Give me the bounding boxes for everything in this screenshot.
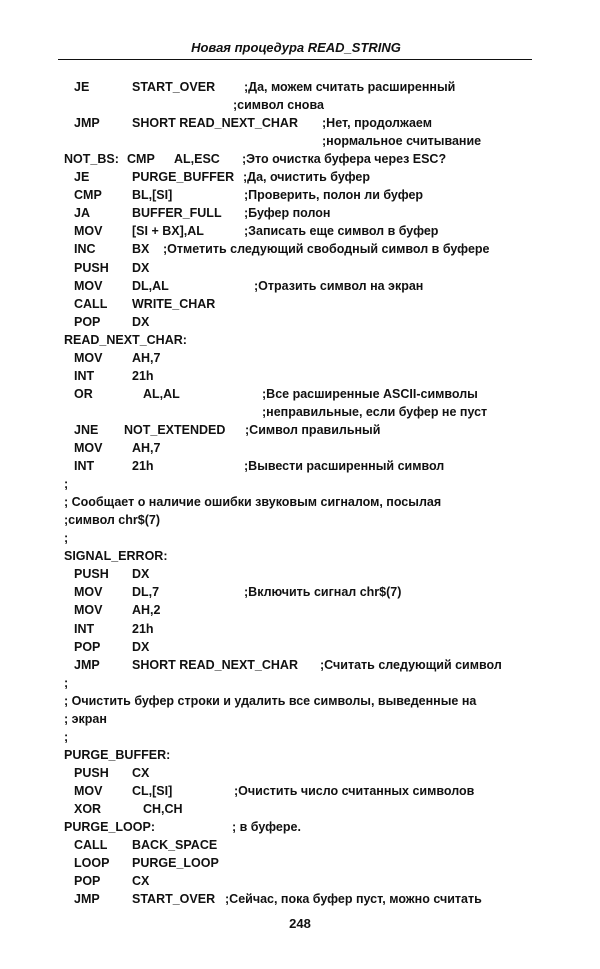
- code-line: [0, 674, 600, 692]
- code-comment: ;неправильные, если буфер не пуст: [262, 404, 488, 419]
- code-line: [0, 186, 600, 204]
- code-mnemonic: INT: [74, 368, 95, 383]
- code-comment: ;Да, очистить буфер: [243, 170, 370, 185]
- code-operand: 21h: [132, 368, 154, 383]
- code-label: ; экран: [64, 711, 107, 726]
- code-operand: DL,7: [132, 585, 160, 600]
- code-line: [0, 421, 600, 439]
- code-operand: AL,ESC: [174, 152, 220, 167]
- code-operand: CH,CH: [143, 802, 183, 816]
- code-mnemonic: CMP: [74, 188, 102, 203]
- code-mnemonic: POP: [74, 874, 101, 889]
- code-label: READ_NEXT_CHAR:: [64, 332, 187, 347]
- code-operand: AL,AL: [143, 386, 180, 401]
- code-mnemonic: JE: [74, 80, 90, 94]
- code-line: [0, 367, 600, 385]
- code-line: [0, 457, 600, 475]
- code-operand: AH,7: [132, 350, 161, 365]
- code-line: [0, 222, 600, 240]
- code-operand: CX: [132, 874, 150, 889]
- code-operand: BUFFER_FULL: [132, 206, 222, 221]
- code-line: [0, 313, 600, 331]
- code-line: [0, 710, 600, 728]
- code-line: [0, 132, 600, 150]
- code-operand: START_OVER: [132, 892, 216, 907]
- code-mnemonic: MOV: [74, 603, 103, 618]
- code-line: [0, 656, 600, 674]
- code-mnemonic: MOV: [74, 441, 103, 455]
- code-operand: DX: [132, 567, 150, 582]
- code-line: [0, 529, 600, 547]
- code-label: PURGE_LOOP:: [64, 820, 155, 835]
- code-comment: ;Записать еще символ в буфер: [244, 224, 439, 239]
- code-mnemonic: CALL: [74, 838, 108, 853]
- code-mnemonic: JMP: [74, 116, 100, 131]
- code-operand: SHORT READ_NEXT_CHAR: [132, 116, 298, 131]
- code-line: [0, 746, 600, 764]
- code-mnemonic: POP: [74, 314, 101, 329]
- code-line: [0, 601, 600, 619]
- code-operand: PURGE_LOOP: [132, 856, 219, 871]
- code-label: ;: [64, 675, 69, 690]
- code-line: [0, 620, 600, 638]
- code-mnemonic: MOV: [74, 350, 103, 365]
- code-label: ; Сообщает о наличие ошибки звуковым сигналом, посылая: [64, 495, 442, 510]
- code-line: [0, 168, 600, 186]
- code-comment: ;Очистить число считанных символов: [234, 783, 475, 798]
- code-line: [0, 764, 600, 782]
- code-line: [0, 583, 600, 601]
- code-line: [0, 277, 600, 295]
- code-line: [0, 818, 600, 836]
- code-label: ;символ chr$(7): [64, 513, 160, 528]
- code-operand: AH,7: [132, 441, 161, 455]
- code-mnemonic: PUSH: [74, 260, 109, 275]
- code-mnemonic: INC: [74, 242, 96, 257]
- code-mnemonic: OR: [74, 386, 93, 401]
- code-comment: ;Нет, продолжаем: [322, 116, 432, 131]
- code-mnemonic: JNE: [74, 422, 99, 437]
- code-mnemonic: INT: [74, 621, 95, 636]
- code-operand: CX: [132, 765, 150, 780]
- code-label: NOT_BS:: [64, 152, 119, 167]
- code-operand: AH,2: [132, 603, 161, 618]
- code-line: [0, 403, 600, 421]
- code-line: [0, 96, 600, 114]
- code-label: ; Очистить буфер строки и удалить все символы, выведенные на: [64, 693, 477, 708]
- code-comment: ;Да, можем считать расширенный: [244, 80, 456, 94]
- code-operand: NOT_EXTENDED: [124, 422, 226, 437]
- code-line: [0, 331, 600, 349]
- code-operand: DX: [132, 260, 150, 275]
- code-comment: ;нормальное считывание: [322, 134, 482, 149]
- code-mnemonic: PUSH: [74, 567, 109, 582]
- running-header: Новая процедура READ_STRING: [191, 40, 401, 55]
- code-operand: 21h: [132, 459, 154, 474]
- code-label: PURGE_BUFFER:: [64, 747, 171, 762]
- code-comment: ;Проверить, полон ли буфер: [244, 188, 424, 203]
- code-operand: PURGE_BUFFER: [132, 170, 235, 185]
- code-label: ;: [64, 729, 69, 744]
- code-mnemonic: JE: [74, 170, 90, 185]
- code-line: [0, 782, 600, 800]
- code-line: [0, 638, 600, 656]
- header-rule: [58, 59, 532, 60]
- code-comment: ;Все расширенные ASCII-символы: [262, 386, 478, 401]
- code-line: [0, 150, 600, 168]
- code-line: [0, 259, 600, 277]
- code-operand: BACK_SPACE: [132, 838, 218, 853]
- code-operand: WRITE_CHAR: [132, 296, 216, 311]
- code-operand: DX: [132, 639, 150, 654]
- code-operand: 21h: [132, 621, 154, 636]
- code-comment: ;Отметить следующий свободный символ в буфере: [163, 242, 490, 257]
- code-mnemonic: CMP: [127, 152, 155, 167]
- code-comment: ;Считать следующий символ: [320, 657, 502, 672]
- code-mnemonic: MOV: [74, 783, 103, 798]
- code-mnemonic: XOR: [74, 802, 102, 816]
- code-line: [0, 204, 600, 222]
- code-line: [0, 565, 600, 583]
- code-operand: BL,[SI]: [132, 188, 173, 203]
- code-comment: ;Сейчас, пока буфер пуст, можно считать: [225, 892, 482, 907]
- code-line: [0, 728, 600, 746]
- code-line: [0, 890, 600, 908]
- code-mnemonic: JMP: [74, 657, 100, 672]
- code-comment: ;Это очистка буфера через ESC?: [242, 152, 447, 167]
- code-comment: ;Включить сигнал chr$(7): [244, 585, 402, 600]
- code-line: [0, 475, 600, 493]
- code-mnemonic: MOV: [74, 585, 103, 600]
- code-line: [0, 547, 600, 565]
- code-operand: DX: [132, 314, 150, 329]
- code-mnemonic: POP: [74, 639, 101, 654]
- code-label: ;: [64, 531, 69, 546]
- code-line: [0, 872, 600, 890]
- code-comment: ;Символ правильный: [245, 422, 381, 437]
- code-comment: ;Вывести расширенный символ: [244, 459, 445, 474]
- code-comment: ;Отразить символ на экран: [254, 278, 424, 293]
- code-mnemonic: CALL: [74, 296, 108, 311]
- code-comment: ;символ снова: [233, 98, 324, 113]
- code-comment: ; в буфере.: [232, 820, 301, 835]
- code-comment: ;Буфер полон: [244, 206, 331, 221]
- code-line: [0, 511, 600, 529]
- code-line: [0, 78, 600, 96]
- code-mnemonic: MOV: [74, 278, 103, 293]
- code-mnemonic: PUSH: [74, 765, 109, 780]
- code-operand: CL,[SI]: [132, 783, 173, 798]
- code-line: [0, 439, 600, 457]
- code-line: [0, 692, 600, 710]
- code-line: [0, 836, 600, 854]
- code-mnemonic: MOV: [74, 224, 103, 239]
- code-line: [0, 493, 600, 511]
- code-operand: DL,AL: [132, 278, 169, 293]
- code-operand: SHORT READ_NEXT_CHAR: [132, 657, 298, 672]
- code-label: ;: [64, 477, 69, 492]
- code-mnemonic: JMP: [74, 892, 100, 907]
- code-mnemonic: JA: [74, 206, 90, 221]
- code-line: [0, 114, 600, 132]
- code-line: [0, 800, 600, 818]
- code-mnemonic: INT: [74, 459, 95, 474]
- code-line: [0, 385, 600, 403]
- code-line: [0, 295, 600, 313]
- code-label: SIGNAL_ERROR:: [64, 549, 168, 564]
- code-operand: BX: [132, 242, 150, 257]
- code-line: [0, 854, 600, 872]
- code-line: [0, 349, 600, 367]
- code-mnemonic: LOOP: [74, 856, 110, 871]
- code-operand: [SI + BX],AL: [132, 224, 204, 239]
- page-number: 248: [289, 916, 311, 931]
- code-line: [0, 240, 600, 258]
- code-operand: START_OVER: [132, 80, 216, 94]
